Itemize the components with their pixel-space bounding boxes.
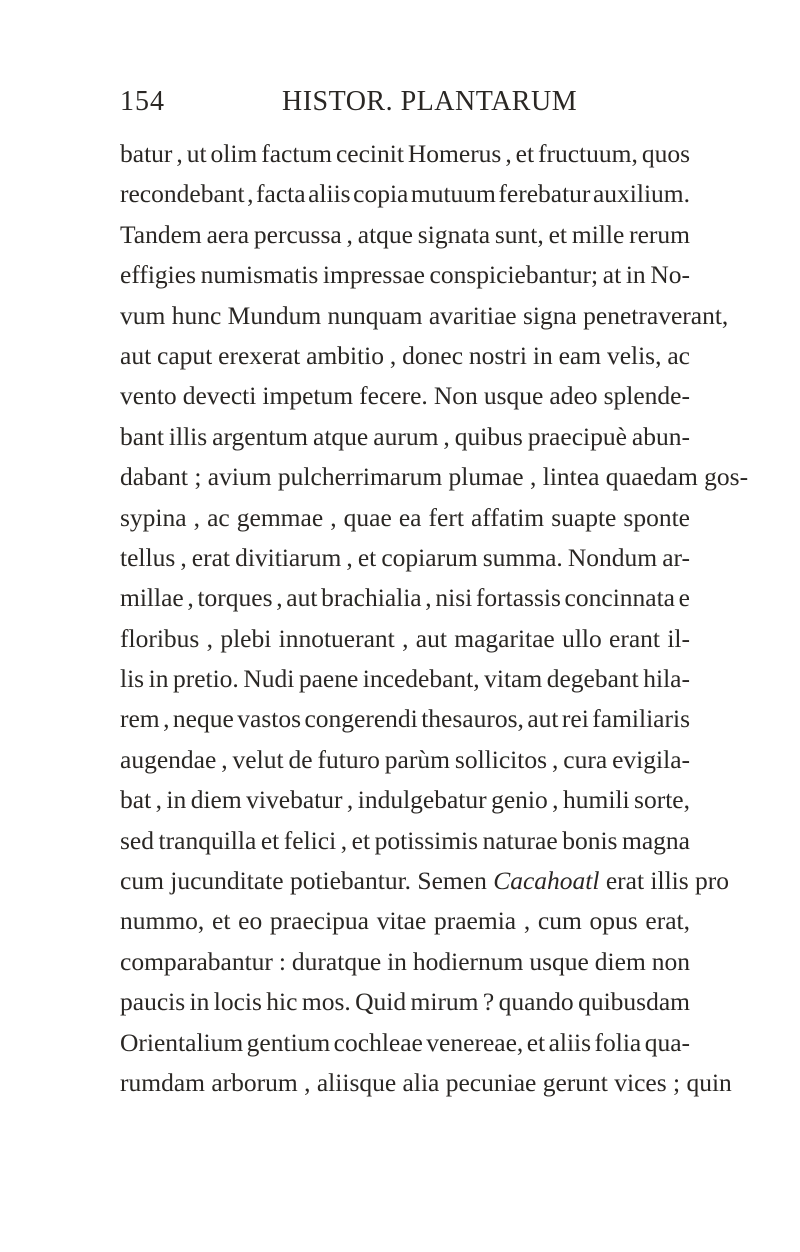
text-segment: cum jucunditate potiebantur. Semen [120, 866, 494, 896]
text-line: aut caput erexerat ambitio , donec nostri in eam velis, ac [120, 340, 690, 370]
running-head: HISTOR. PLANTARUM [282, 86, 578, 117]
text-line: lis in pretio. Nudi paene incedebant, vitam degebant hila- [120, 664, 690, 694]
text-line-with-italic [120, 861, 800, 901]
text-segment: erat illis pro [599, 866, 730, 896]
text-line: nummo, et eo praecipua vitae praemia , cum opus erat, [120, 906, 690, 936]
text-line: sypina , ac gemmae , quae ea fert affatim suapte sponte [120, 502, 690, 532]
text-line: comparabantur : duratque in hodiernum usque diem non [120, 946, 690, 976]
body-text [120, 134, 800, 1103]
text-line: bat , in diem vivebatur , indulgebatur genio , humili sorte, [120, 785, 690, 815]
text-line: floribus , plebi innotuerant , aut magaritae ullo erant il- [120, 623, 690, 653]
text-line: vum hunc Mundum nunquam avaritiae signa penetraverant, [120, 300, 729, 330]
text-line: Tandem aera percussa , atque signata sunt, et mille rerum [120, 219, 690, 249]
text-line: batur , ut olim factum cecinit Homerus , et fructuum, quos [120, 139, 690, 168]
text-line: augendae , velut de futuro parùm sollicitos , cura evigila- [120, 744, 690, 774]
text-line: rem , neque vastos congerendi thesauros, aut rei familiaris [120, 704, 690, 734]
page-number: 154 [120, 86, 165, 117]
text-line: dabant ; avium pulcherrimarum plumae , lintea quaedam gos- [120, 462, 749, 492]
italic-term: Cacahoatl [493, 866, 600, 896]
page-header [0, 86, 800, 126]
text-line: millae , torques , aut brachialia , nisi fortassis concinnata e [120, 583, 690, 613]
text-line: rumdam arborum , aliisque alia pecuniae gerunt vices ; quin [120, 1067, 732, 1097]
text-line: paucis in locis hic mos. Quid mirum ? quando quibusdam [120, 987, 690, 1017]
text-line: tellus , erat divitiarum , et copiarum summa. Nondum ar- [120, 542, 690, 572]
text-line: bant illis argentum atque aurum , quibus praecipuè abun- [120, 421, 690, 451]
text-line: sed tranquilla et felici , et potissimis naturae bonis magna [120, 825, 690, 855]
text-line: recondebant , facta aliis copia mutuum ferebatur auxilium. [120, 179, 690, 209]
text-line: Orientalium gentium cochleae venereae, et aliis folia qua- [120, 1027, 691, 1057]
text-line: vento devecti impetum fecere. Non usque adeo splende- [120, 381, 690, 411]
text-line: effigies numismatis impressae conspiciebantur; at in No- [120, 260, 690, 290]
